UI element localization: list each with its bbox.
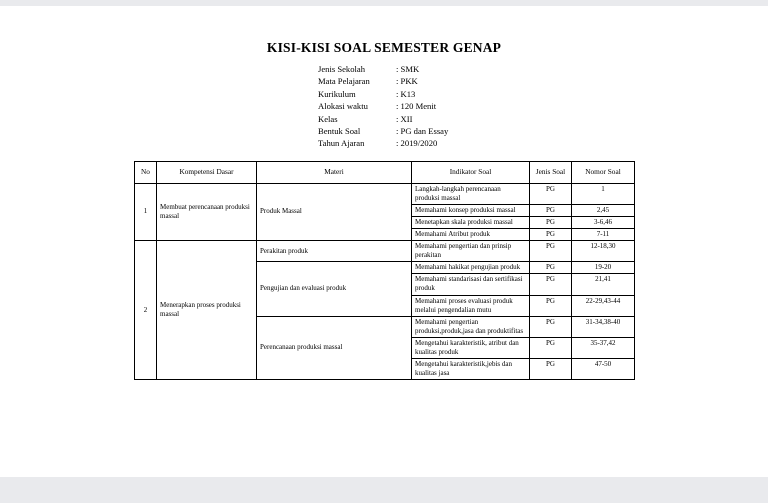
meta-row — [318, 88, 768, 100]
cell-jenis: PG — [530, 337, 572, 358]
table-body — [135, 183, 635, 380]
cell-jenis: PG — [530, 183, 572, 204]
cell-indikator: Mengetahui karakteristik, atribut dan kualitas produk — [412, 337, 530, 358]
cell-jenis: PG — [530, 241, 572, 262]
meta-label: Mata Pelajaran — [318, 76, 370, 87]
meta-value: : PKK — [396, 76, 418, 87]
cell-jenis: PG — [530, 262, 572, 274]
cell-jenis: PG — [530, 229, 572, 241]
meta-row — [318, 63, 768, 75]
cell-kompetensi: Membuat perencanaan produksi massal — [157, 183, 257, 240]
cell-indikator: Memahami Atribut produk — [412, 229, 530, 241]
table-wrap — [134, 161, 768, 381]
meta-label: Kelas — [318, 113, 338, 124]
cell-materi: Perencanaan produksi massal — [257, 316, 412, 380]
document-title: KISI-KISI SOAL SEMESTER GENAP — [266, 40, 502, 55]
meta-label: Kurikulum — [318, 88, 356, 99]
table-row — [135, 241, 635, 262]
meta-value: : 120 Menit — [396, 101, 437, 112]
cell-materi: Produk Massal — [257, 183, 412, 240]
cell-nomor: 21,41 — [572, 274, 635, 295]
cell-nomor: 12-18,30 — [572, 241, 635, 262]
cell-indikator: Memahami standarisasi dan sertifikasi produk — [412, 274, 530, 295]
cell-indikator: Memahami hakikat pengujian produk — [412, 262, 530, 274]
cell-nomor: 1 — [572, 183, 635, 204]
meta-label: Bentuk Soal — [318, 125, 361, 136]
table-header-row — [135, 161, 635, 183]
cell-jenis: PG — [530, 359, 572, 380]
cell-indikator: Memahami konsep produksi massal — [412, 204, 530, 216]
cell-no: 2 — [135, 241, 157, 380]
meta-value: : PG dan Essay — [396, 125, 449, 136]
cell-indikator: Memahami pengertian produksi,produk,jasa dan produktifitas — [412, 316, 530, 337]
cell-materi: Perakitan produk — [257, 241, 412, 262]
cell-nomor: 19-20 — [572, 262, 635, 274]
document-page — [0, 6, 768, 477]
cell-jenis: PG — [530, 295, 572, 316]
meta-value: : K13 — [396, 88, 416, 99]
cell-nomor: 2,45 — [572, 204, 635, 216]
meta-row — [318, 137, 768, 149]
meta-row — [318, 75, 768, 87]
cell-nomor: 7-11 — [572, 229, 635, 241]
meta-value: : 2019/2020 — [396, 138, 438, 149]
meta-label: Tahun Ajaran — [318, 138, 365, 149]
cell-nomor: 22-29,43-44 — [572, 295, 635, 316]
cell-indikator: Langkah-langkah perencanaan produksi massal — [412, 183, 530, 204]
meta-value: : SMK — [396, 64, 420, 74]
cell-jenis: PG — [530, 204, 572, 216]
meta-row — [318, 113, 768, 125]
cell-indikator: Mengetahui karakteristik,jebis dan kualitas jasa — [412, 359, 530, 380]
column-header: No — [135, 161, 157, 183]
cell-jenis: PG — [530, 274, 572, 295]
column-header: Materi — [257, 161, 412, 183]
meta-label: Alokasi waktu — [318, 101, 368, 112]
column-header: Indikator Soal — [412, 161, 530, 183]
cell-nomor: 47-50 — [572, 359, 635, 380]
cell-indikator: Memahami proses evaluasi produk melalui pengendalian mutu — [412, 295, 530, 316]
cell-materi: Pengujian dan evaluasi produk — [257, 262, 412, 316]
meta-row — [318, 100, 768, 112]
kisi-table — [134, 161, 635, 381]
column-header: Nomor Soal — [572, 161, 635, 183]
column-header: Kompetensi Dasar — [157, 161, 257, 183]
column-header: Jenis Soal — [530, 161, 572, 183]
cell-indikator: Memahami pengertian dan prinsip perakitan — [412, 241, 530, 262]
meta-row — [318, 125, 768, 137]
cell-no: 1 — [135, 183, 157, 240]
cell-jenis: PG — [530, 216, 572, 228]
cell-nomor: 3-6,46 — [572, 216, 635, 228]
cell-indikator: Menetapkan skala produksi massal — [412, 216, 530, 228]
cell-nomor: 35-37,42 — [572, 337, 635, 358]
cell-nomor: 31-34,38-40 — [572, 316, 635, 337]
meta-list — [318, 63, 768, 150]
meta-label: Jenis Sekolah — [318, 64, 366, 74]
cell-jenis: PG — [530, 316, 572, 337]
cell-kompetensi: Menerapkan proses produksi massal — [157, 241, 257, 380]
meta-value: : XII — [396, 113, 413, 124]
table-row — [135, 183, 635, 204]
